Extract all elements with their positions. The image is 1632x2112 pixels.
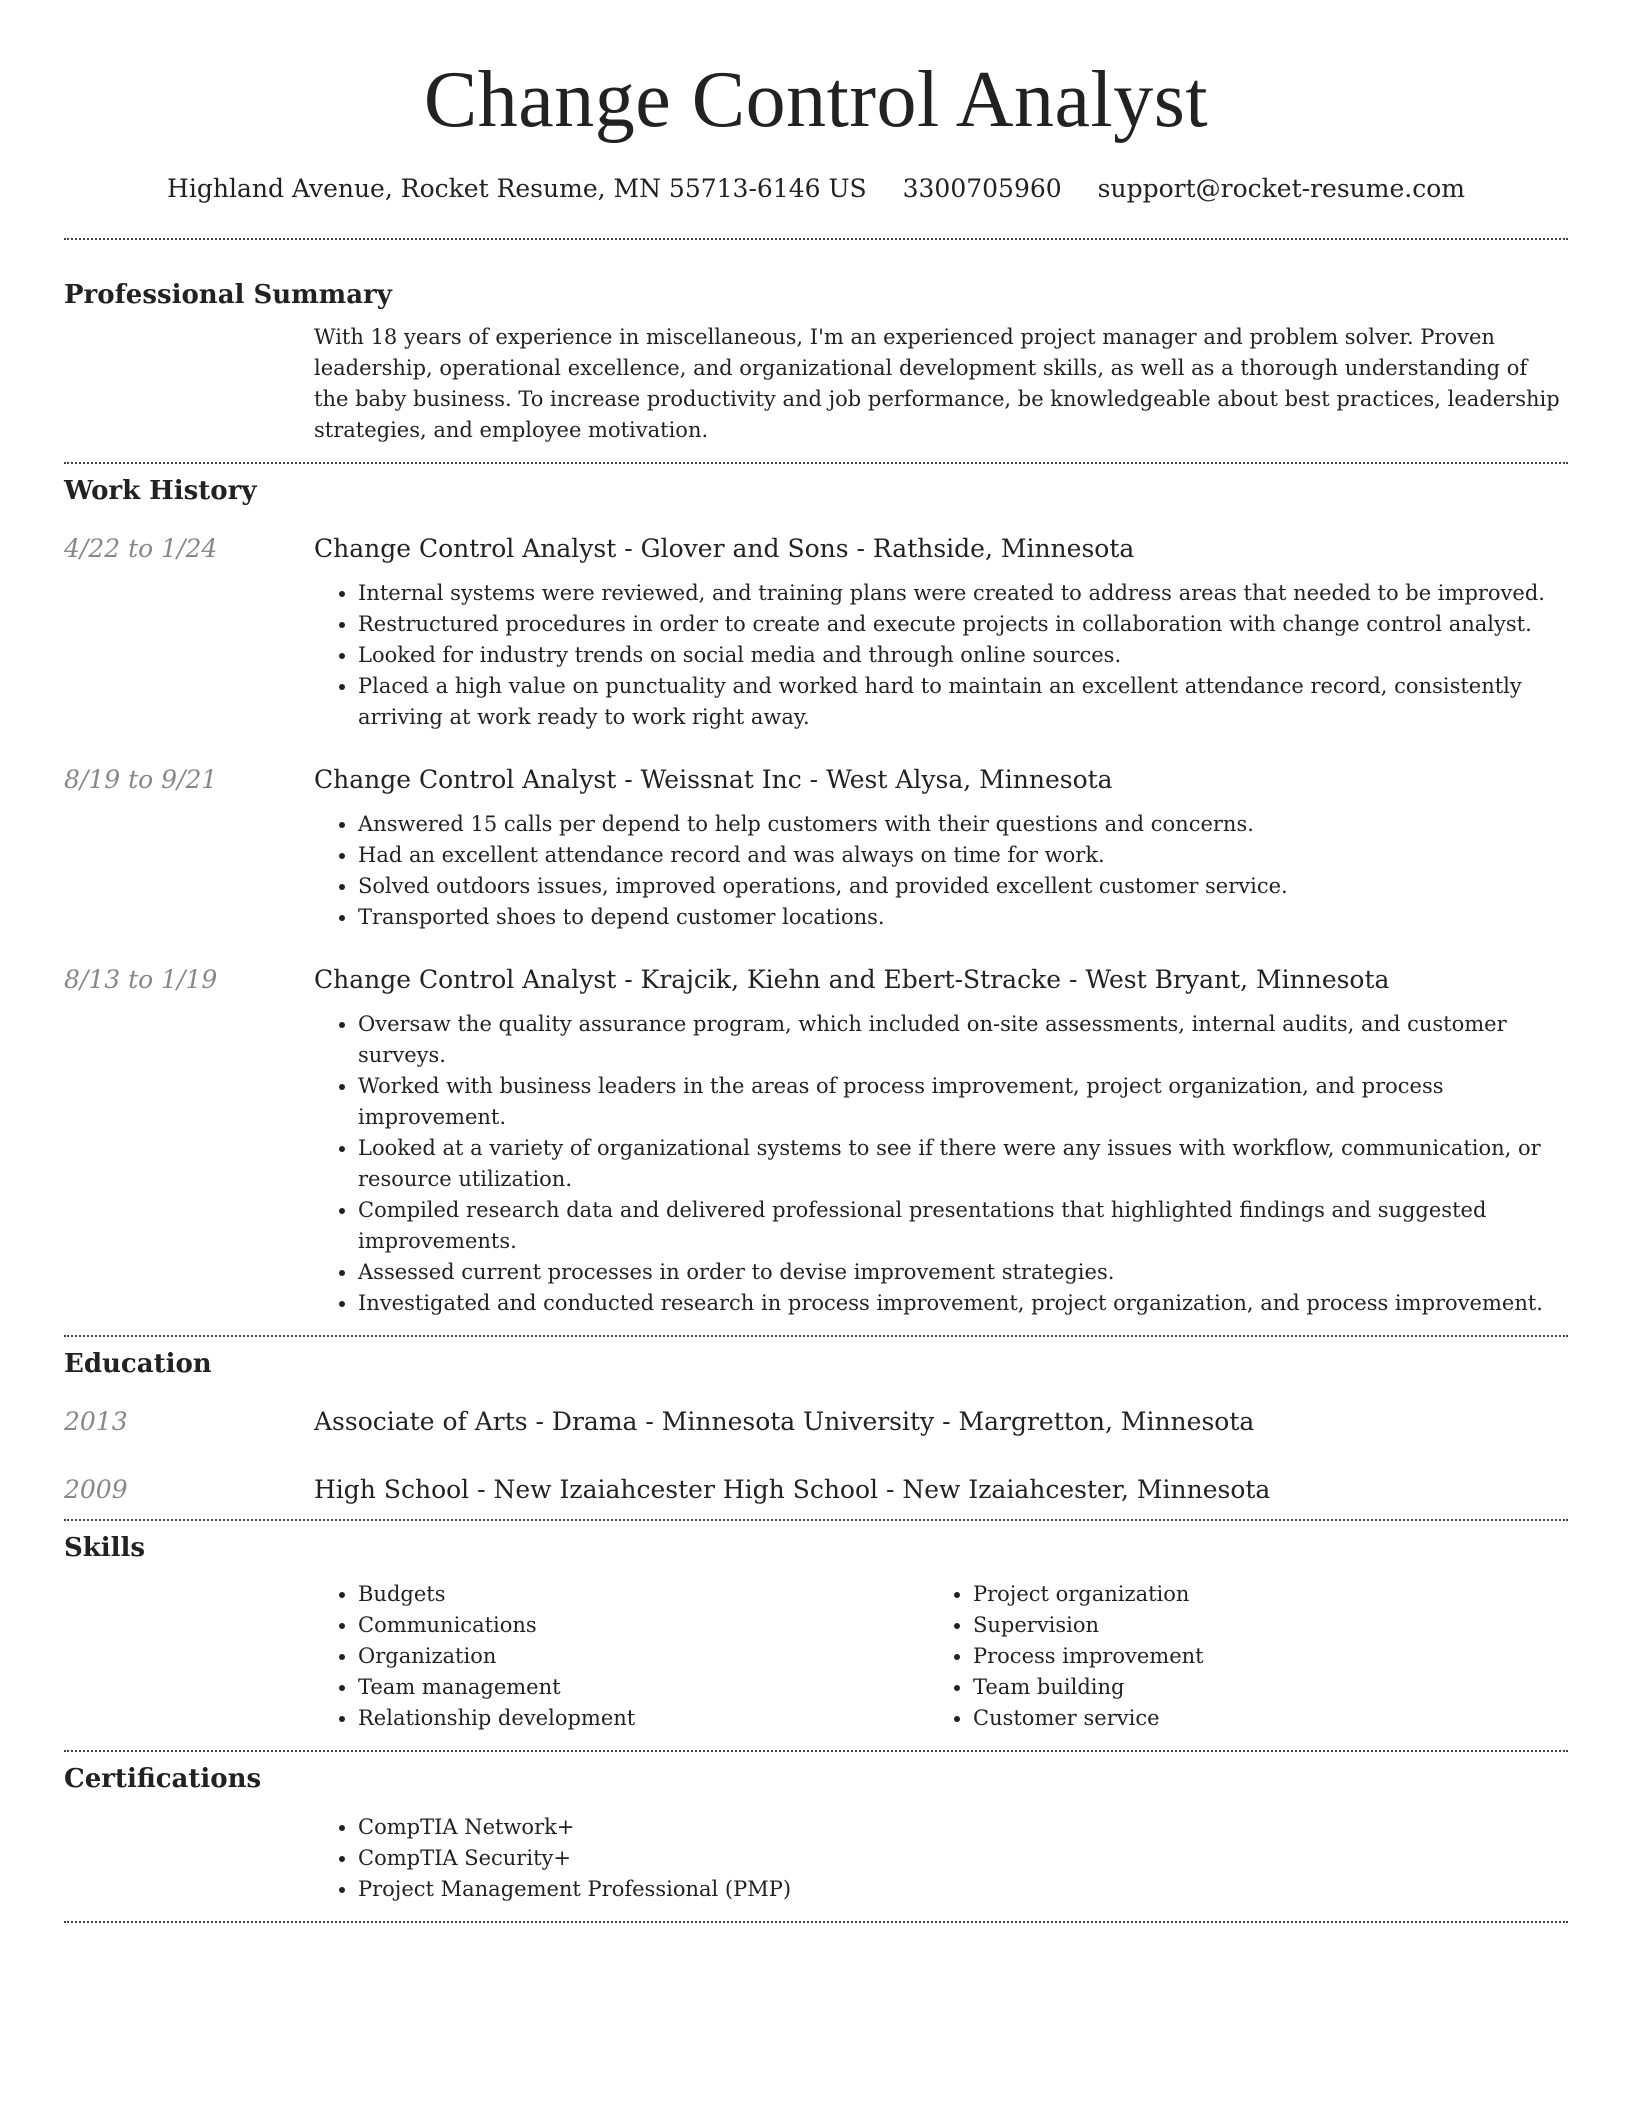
skill-item: • Project organization xyxy=(973,1579,1544,1610)
job-dates: 4/22 to 1/24 xyxy=(64,534,218,563)
job-bullet: • Worked with business leaders in the areas of process improvement, project organization, and process improvement. xyxy=(358,1071,1568,1133)
skill-item: • Communications xyxy=(358,1610,929,1641)
certification-item: • Project Management Professional (PMP) xyxy=(358,1874,1568,1905)
job-bullet: • Restructured procedures in order to create and execute projects in collaboration with change control analyst. xyxy=(358,609,1568,640)
email-link[interactable]: support@rocket-resume.com xyxy=(1097,174,1465,203)
job-bullet: • Answered 15 calls per depend to help customers with their questions and concerns. xyxy=(358,809,1568,840)
job-bullet: • Oversaw the quality assurance program, which included on-site assessments, internal audits, and customer surveys. xyxy=(358,1009,1568,1071)
education-year: 2009 xyxy=(64,1475,128,1504)
address: Highland Avenue, Rocket Resume, MN 55713-6146 US xyxy=(167,174,867,203)
skill-item: • Customer service xyxy=(973,1703,1544,1734)
job-bullet: • Looked at a variety of organizational systems to see if there were any issues with workflow, communication, or resource utilization. xyxy=(358,1133,1568,1195)
section-title-summary: Professional Summary xyxy=(64,280,392,310)
summary-section xyxy=(64,278,1568,446)
certification-item: • CompTIA Network+ xyxy=(358,1812,1568,1843)
skills-list-left xyxy=(314,1579,929,1734)
divider xyxy=(64,1519,1568,1521)
skill-item: • Organization xyxy=(358,1641,929,1672)
job-heading: Change Control Analyst - Glover and Sons - Rathside, Minnesota xyxy=(314,534,1135,563)
skill-item: • Budgets xyxy=(358,1579,929,1610)
education-year: 2013 xyxy=(64,1407,128,1436)
candidate-name: Change Control Analyst xyxy=(423,56,1209,144)
job-bullets xyxy=(314,578,1568,733)
job-entry xyxy=(64,963,1568,1319)
job-bullet: • Placed a high value on punctuality and worked hard to maintain an excellent attendance record, consistently arriving at work ready to work right away. xyxy=(358,671,1568,733)
contact-line xyxy=(64,172,1568,206)
divider xyxy=(64,1335,1568,1337)
section-title-certifications: Certifications xyxy=(64,1764,262,1794)
divider xyxy=(64,238,1568,240)
section-title-work: Work History xyxy=(64,476,257,506)
education-entry xyxy=(64,1473,1568,1507)
job-bullets xyxy=(314,1009,1568,1319)
job-dates: 8/19 to 9/21 xyxy=(64,765,218,794)
divider xyxy=(64,1750,1568,1752)
job-entry xyxy=(64,763,1568,933)
skill-item: • Relationship development xyxy=(358,1703,929,1734)
job-bullet: • Investigated and conducted research in process improvement, project organization, and process improvement. xyxy=(358,1288,1568,1319)
job-bullet: • Compiled research data and delivered professional presentations that highlighted findings and suggested improvements. xyxy=(358,1195,1568,1257)
section-title-education: Education xyxy=(64,1349,212,1379)
job-bullet: • Had an excellent attendance record and was always on time for work. xyxy=(358,840,1568,871)
summary-text: With 18 years of experience in miscellaneous, I'm an experienced project manager and problem solver. Proven leadership, operational excellence, and organizational development skills, as well as a thorough understanding of the baby business. To increase productivity and job performance, be knowledgeable about best practices, leadership strategies, and employee motivation. xyxy=(314,325,1560,442)
divider xyxy=(64,1921,1568,1923)
education-entry xyxy=(64,1405,1568,1439)
certification-item: • CompTIA Security+ xyxy=(358,1843,1568,1874)
job-bullet: • Internal systems were reviewed, and training plans were created to address areas that needed to be improved. xyxy=(358,578,1568,609)
skill-item: • Supervision xyxy=(973,1610,1544,1641)
job-bullet: • Transported shoes to depend customer locations. xyxy=(358,902,1568,933)
education-text: Associate of Arts - Drama - Minnesota University - Margretton, Minnesota xyxy=(314,1407,1255,1436)
education-text: High School - New Izaiahcester High School - New Izaiahcester, Minnesota xyxy=(314,1475,1271,1504)
work-history-section xyxy=(64,474,1568,1319)
skills-list-right xyxy=(929,1579,1544,1734)
job-dates: 8/13 to 1/19 xyxy=(64,965,218,994)
divider xyxy=(64,462,1568,464)
certifications-list xyxy=(314,1812,1568,1905)
phone: 3300705960 xyxy=(902,174,1062,203)
job-bullet: • Solved outdoors issues, improved operations, and provided excellent customer service. xyxy=(358,871,1568,902)
skills-section xyxy=(64,1531,1568,1734)
skill-item: • Team management xyxy=(358,1672,929,1703)
certifications-section xyxy=(64,1762,1568,1905)
job-entry xyxy=(64,532,1568,733)
job-bullet: • Assessed current processes in order to devise improvement strategies. xyxy=(358,1257,1568,1288)
resume-page xyxy=(64,0,1568,1923)
skill-item: • Team building xyxy=(973,1672,1544,1703)
section-title-skills: Skills xyxy=(64,1533,146,1563)
education-section xyxy=(64,1347,1568,1507)
job-bullets xyxy=(314,809,1568,933)
skill-item: • Process improvement xyxy=(973,1641,1544,1672)
job-bullet: • Looked for industry trends on social media and through online sources. xyxy=(358,640,1568,671)
job-heading: Change Control Analyst - Krajcik, Kiehn and Ebert-Stracke - West Bryant, Minnesota xyxy=(314,965,1390,994)
job-heading: Change Control Analyst - Weissnat Inc - West Alysa, Minnesota xyxy=(314,765,1113,794)
